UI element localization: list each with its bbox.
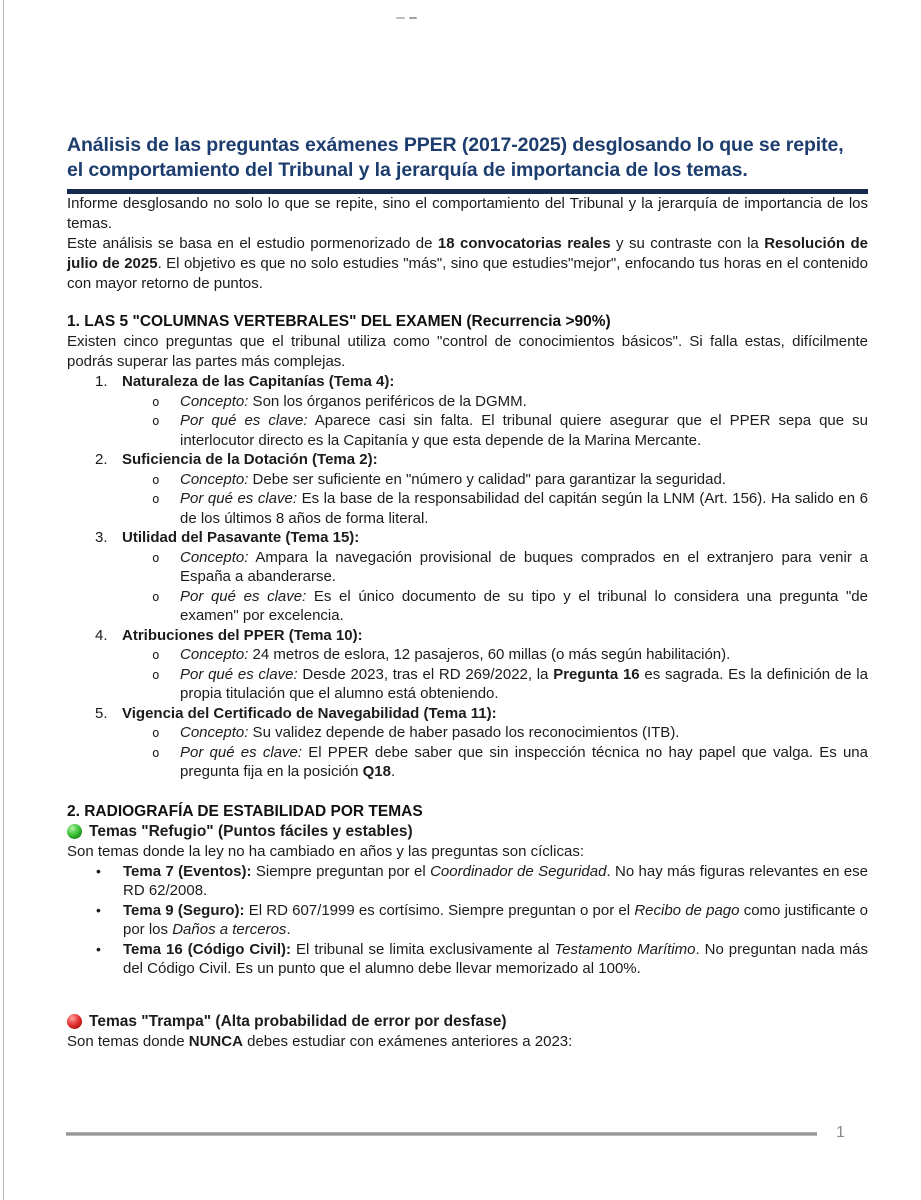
sub-bullet-text: Por qué es clave: Es el único documento de su tipo y el tribunal lo considera una pregunta "de examen" por excelencia. [180,587,868,624]
bullet-text: Tema 7 (Eventos): Siempre preguntan por el Coordinador de Seguridad. No hay más figuras relevantes en ese RD 62/2008. [123,862,868,899]
green-ball-icon [67,824,82,839]
sub-bullet [67,411,868,450]
numbered-item [67,704,868,724]
numbered-item [67,528,868,548]
bullet-item [67,901,868,940]
sub-bullet-text: Concepto: Ampara la navegación provisional de buques comprados en el extranjero para venir a España a abanderarse. [180,548,868,585]
item-number: 3. [95,529,108,546]
sub-bullet [67,665,868,704]
page-number: 1 [836,1124,845,1141]
section1-lead: Existen cinco preguntas que el tribunal utiliza como "control de conocimientos básicos". Si falla estas, difícilmente podrás superar las partes más complejas. [67,333,868,370]
bullet-marker-icon: • [96,940,101,957]
circle-marker-icon: o [152,725,160,740]
item-number: 1. [95,373,108,390]
item-number: 4. [95,626,108,644]
sub-bullet [67,470,868,490]
bullet-item [67,862,868,901]
bullet-marker-icon: • [96,901,101,918]
bullet-item [67,940,868,979]
circle-marker-icon: o [152,744,160,760]
sub-bullet-text: Por qué es clave: Aparece casi sin falta. El tribunal quiere asegurar que el PPER sepa que su interlocutor directo es la Capitanía y que esta depende de la Marina Mercante. [180,412,868,449]
sub-bullet-text: Por qué es clave: Desde 2023, tras el RD 269/2022, la Pregunta 16 es sagrada. Es la definición de la propia titulación que el alumno está obteniendo. [180,665,868,702]
circle-marker-icon: o [152,413,160,428]
section1-numbered-list [67,372,868,782]
refugio-lead: Son temas donde la ley no ha cambiado en años y las preguntas son cíclicas: [67,842,584,860]
circle-marker-icon: o [152,588,160,604]
red-ball-icon [67,1014,82,1029]
sub-bullet-text: Concepto: 24 metros de eslora, 12 pasajeros, 60 millas (o más según habilitación). [180,646,731,663]
refugio-heading-label: Temas "Refugio" (Puntos fáciles y estables) [89,822,413,840]
item-number: 5. [95,704,108,722]
circle-marker-icon: o [152,549,160,565]
sub-bullet [67,548,868,587]
sub-bullet [67,723,868,743]
section2-heading: 2. RADIOGRAFÍA DE ESTABILIDAD POR TEMAS [67,802,423,820]
sub-bullet [67,392,868,412]
item-title: Naturaleza de las Capitanías (Tema 4): [122,373,395,390]
circle-marker-icon: o [152,647,160,662]
circle-marker-icon: o [152,666,160,682]
page-left-border [3,0,4,1200]
analysis-paragraph: Este análisis se basa en el estudio pormenorizado de 18 convocatorias reales y su contraste con la Resolución de julio de 2025. El objetivo es que no solo estudies "más", sino que estudies"mejor", enfocando tus horas en el contenido con mayor retorno de puntos. [67,235,868,292]
sub-bullet-text: Por qué es clave: El PPER debe saber que sin inspección técnica no hay papel que valga. Es una pregunta fija en la posición Q18. [180,743,868,780]
section1-heading: 1. LAS 5 "COLUMNAS VERTEBRALES" DEL EXAMEN (Recurrencia >90%) [67,313,611,330]
trampa-heading [67,1012,868,1032]
refugio-heading [67,822,868,842]
numbered-item [67,626,868,646]
sub-bullet [67,489,868,528]
circle-marker-icon: o [152,491,160,506]
trampa-heading-label: Temas "Trampa" (Alta probabilidad de error por desfase) [89,1012,507,1030]
sub-bullet [67,743,868,782]
intro-paragraph: Informe desglosando no solo lo que se repite, sino el comportamiento del Tribunal y la jerarquía de importancia de los temas. [67,195,868,232]
bullet-text: Tema 9 (Seguro): El RD 607/1999 es cortísimo. Siempre preguntan o por el Recibo de pago como justificante o por los Daños a terceros. [123,901,868,938]
bullet-text: Tema 16 (Código Civil): El tribunal se limita exclusivamente al Testamento Marítimo. No preguntan nada más del Código Civil. Es un punto que el alumno debe llevar memorizado al 100%. [123,940,868,977]
item-title: Suficiencia de la Dotación (Tema 2): [122,451,378,468]
footer-rule [66,1132,817,1136]
sub-bullet [67,645,868,665]
sub-bullet-text: Concepto: Su validez depende de haber pasado los reconocimientos (ITB). [180,724,680,741]
numbered-item [67,450,868,470]
item-title: Atribuciones del PPER (Tema 10): [122,626,363,644]
circle-marker-icon: o [152,393,160,409]
sub-bullet-text: Concepto: Son los órganos periféricos de la DGMM. [180,392,527,410]
refugio-bullet-list [67,862,868,979]
circle-marker-icon: o [152,471,160,487]
item-number: 2. [95,451,108,468]
numbered-item [67,372,868,392]
document-body [67,0,868,1052]
sub-bullet-text: Por qué es clave: Es la base de la responsabilidad del capitán según la LNM (Art. 156). Ha salido en 6 de los últimos 8 años de forma literal. [180,490,869,527]
trampa-lead: Son temas donde NUNCA debes estudiar con exámenes anteriores a 2023: [67,1032,573,1050]
bullet-marker-icon: • [96,862,101,879]
item-title: Utilidad del Pasavante (Tema 15): [122,529,360,546]
document-title: Análisis de las preguntas exámenes PPER (2017-2025) desglosando lo que se repite, el comportamiento del Tribunal y la jerarquía de importancia de los temas. [67,134,844,181]
sub-bullet-text: Concepto: Debe ser suficiente en "número y calidad" para garantizar la seguridad. [180,470,726,488]
sub-bullet [67,587,868,626]
item-title: Vigencia del Certificado de Navegabilidad (Tema 11): [122,704,497,722]
